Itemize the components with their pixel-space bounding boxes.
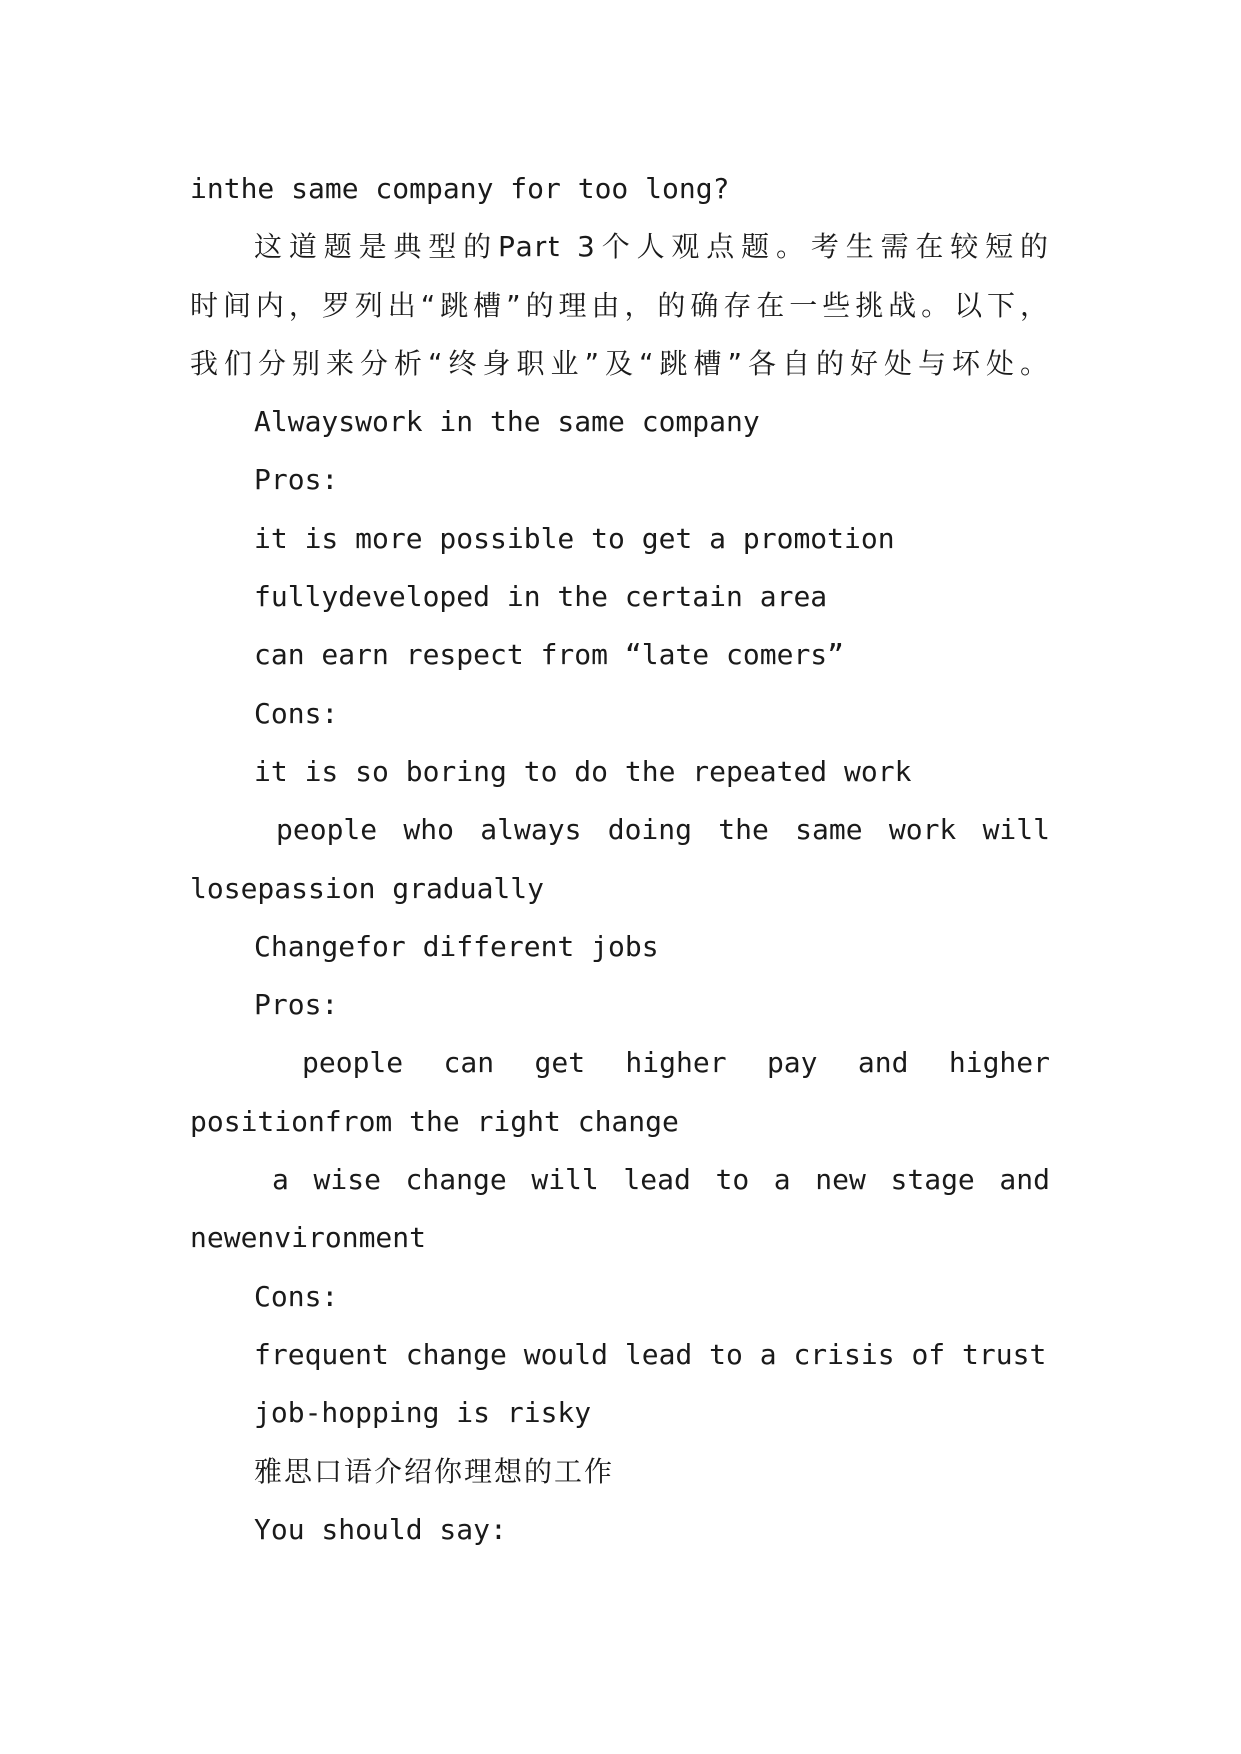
list-item: it is so boring to do the repeated work (254, 754, 912, 788)
text-line: You should say: (254, 1512, 507, 1546)
cons-label: Cons: (254, 1279, 339, 1313)
list-item: job-hopping is risky (254, 1396, 592, 1430)
list-item-continuation: losepassion gradually (190, 871, 545, 905)
paragraph-line: 这道题是典型的Part 3个人观点题。考生需在较短的 (254, 230, 1050, 264)
text-line: inthe same company for too long? (190, 172, 730, 205)
pros-label: Pros: (254, 988, 339, 1022)
section-heading: Changefor different jobs (254, 929, 659, 963)
paragraph-line: 时间内，罗列出“跳槽”的理由，的确存在一些挑战。以下， (190, 288, 1050, 322)
list-item-continuation: positionfrom the right change (190, 1104, 679, 1138)
cons-label: Cons: (254, 696, 339, 730)
list-item: a wise change will lead to a new stage and (272, 1163, 1050, 1197)
list-item: it is more possible to get a promotion (254, 521, 895, 555)
document-page (190, 160, 1050, 1559)
paragraph-line: 我们分别来分析“终身职业”及“跳槽”各自的好处与坏处。 (190, 346, 1050, 380)
section-heading: Alwayswork in the same company (254, 405, 760, 439)
section-heading: 雅思口语介绍你理想的工作 (254, 1454, 615, 1488)
list-item: people who always doing the same work will (276, 813, 1050, 847)
pros-label: Pros: (254, 463, 339, 497)
list-item-continuation: newenvironment (190, 1221, 427, 1255)
list-item: people can get higher pay and higher (302, 1046, 1050, 1080)
list-item: can earn respect from “late comers” (254, 638, 845, 672)
list-item: frequent change would lead to a crisis of trust (254, 1337, 1047, 1371)
list-item: fullydeveloped in the certain area (254, 580, 828, 614)
